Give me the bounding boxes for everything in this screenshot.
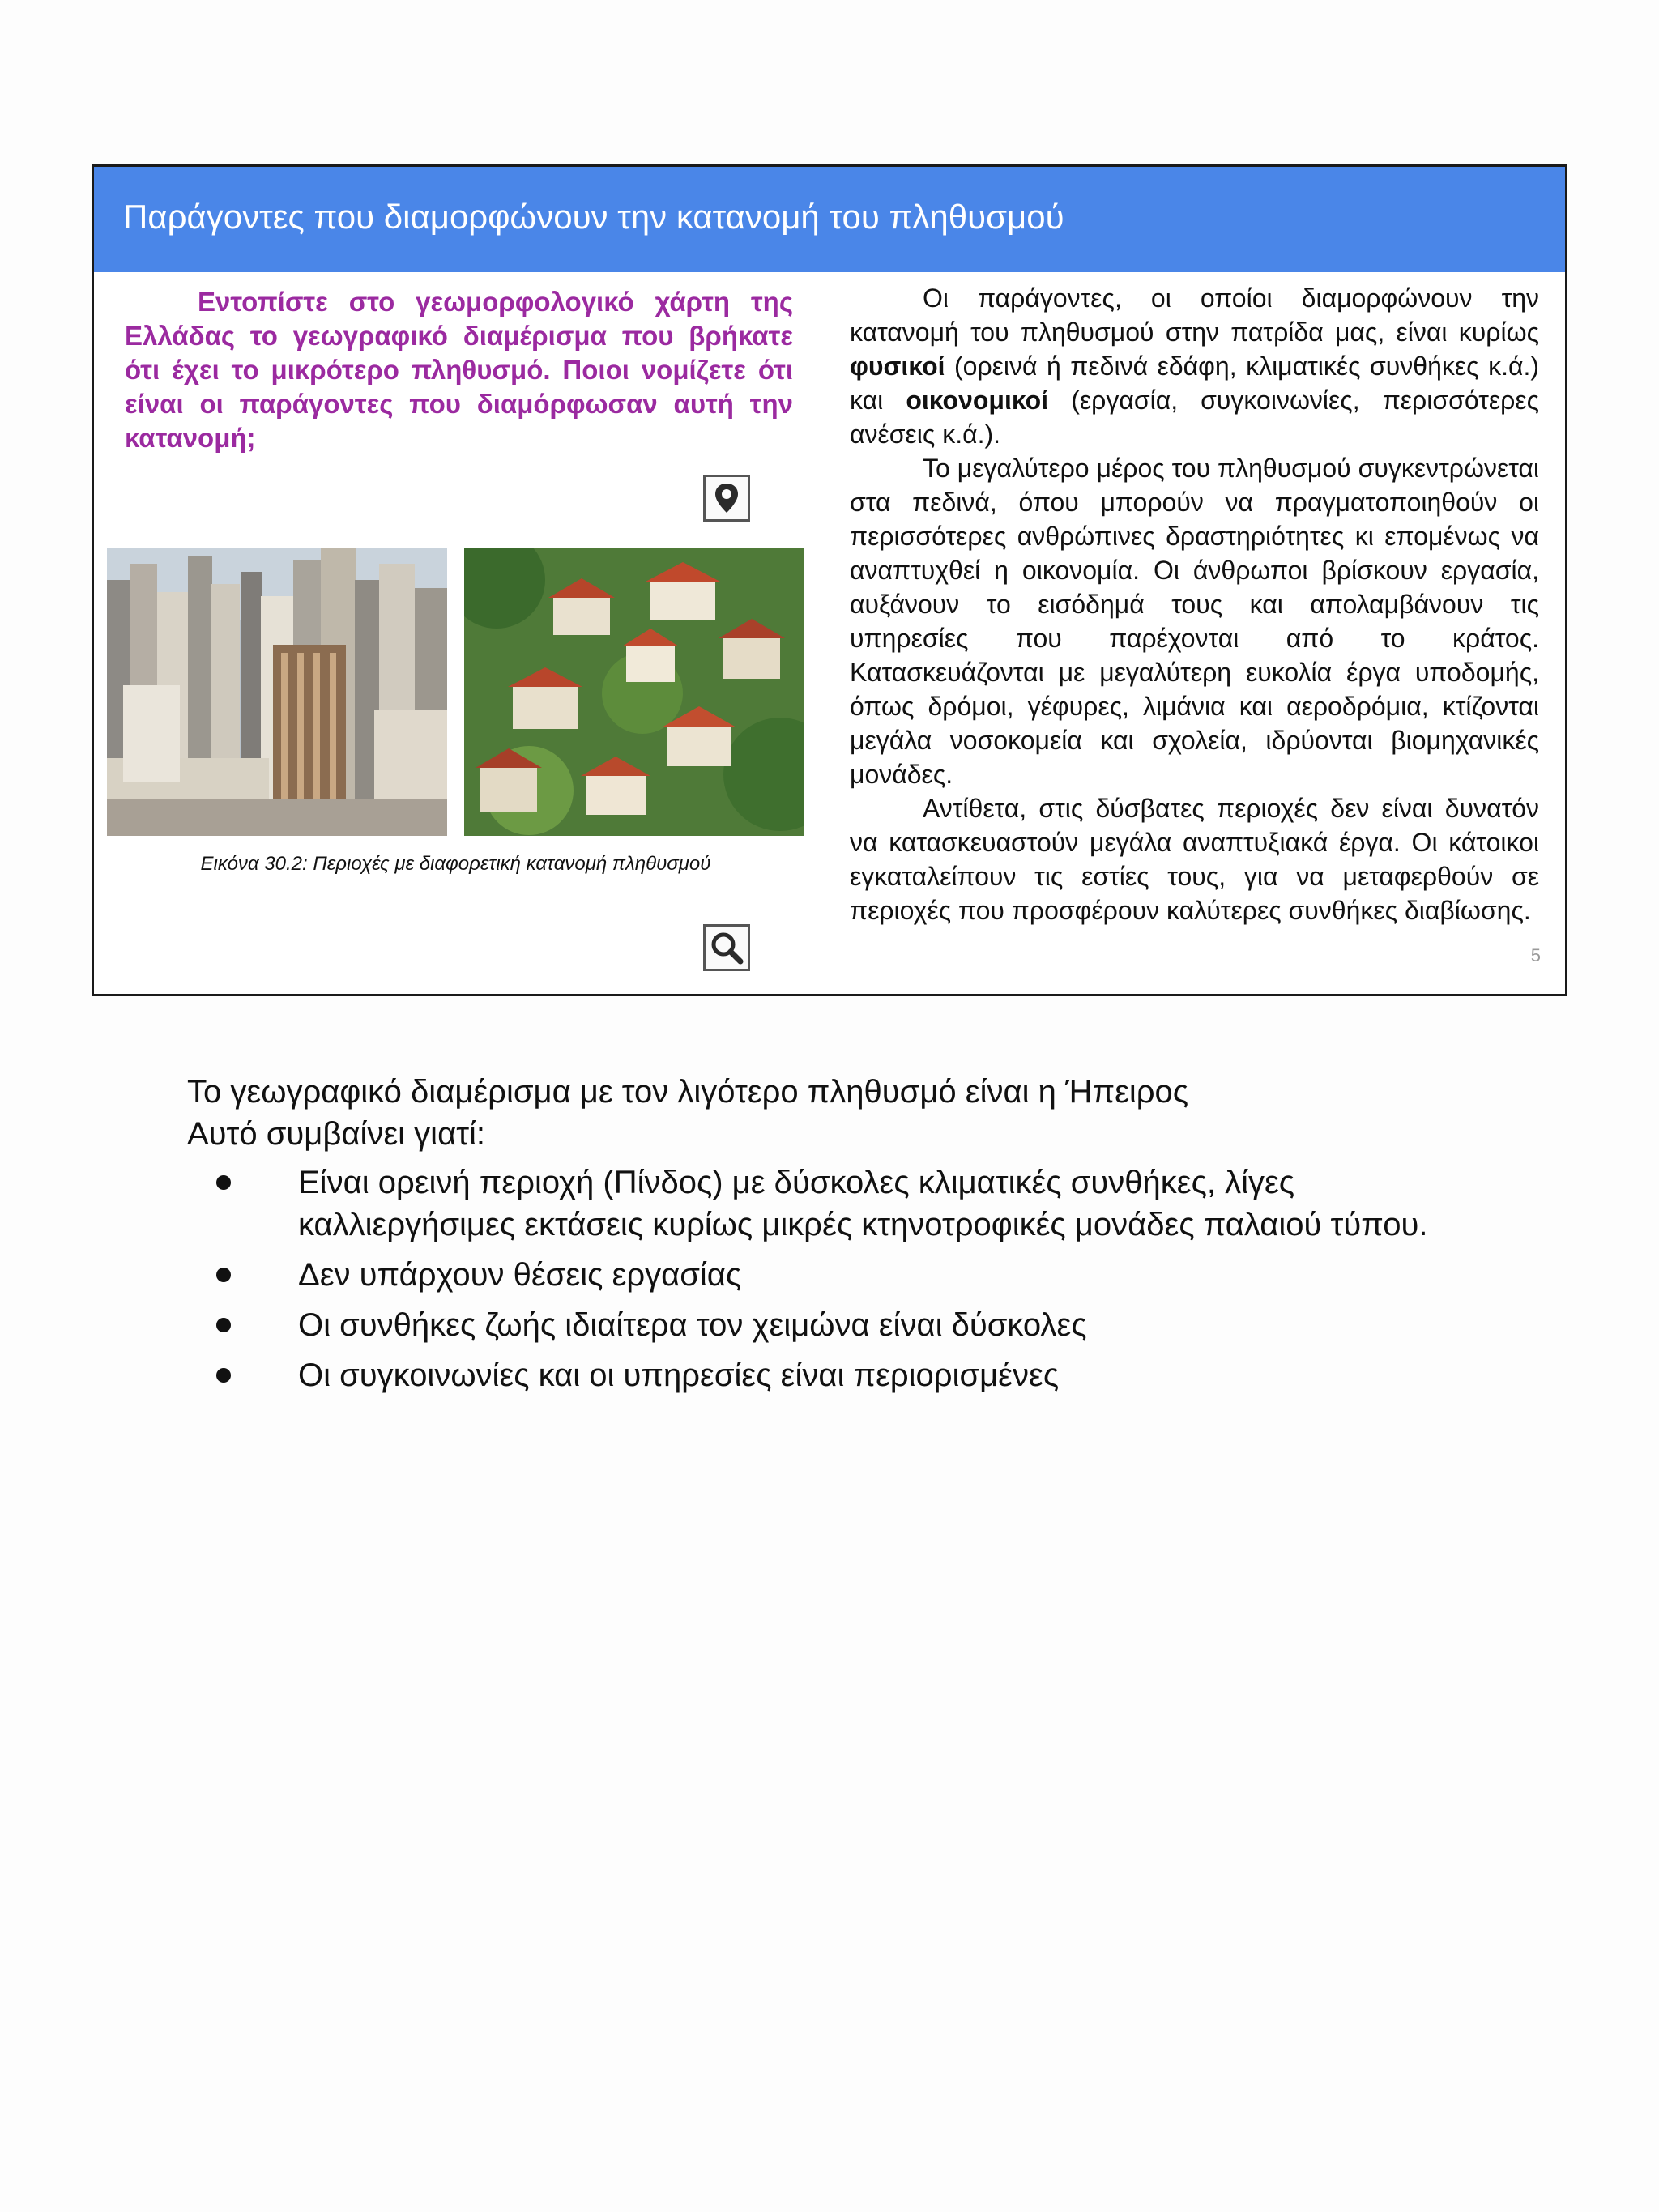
map-pin-button[interactable]: [703, 475, 750, 522]
bold-economic: οικονομικοί: [906, 386, 1049, 415]
explanation-text: [850, 281, 1539, 927]
search-button[interactable]: [703, 924, 750, 971]
slide-title: Παράγοντες που διαμορφώνουν την κατανομή του πληθυσμού: [123, 198, 1064, 236]
paragraph-remote: Αντίθετα, στις δύσβατες περιοχές δεν είναι δυνατόν να κατασκευαστούν μεγάλα αναπτυξιακά έργα. Οι κάτοικοι εγκαταλείπουν τις εστίες τους, για να μεταφερθούν σε περιοχές που προσφέρουν καλύτερες συνθήκες διαβίωσης.: [850, 794, 1539, 925]
bullet-icon: [216, 1175, 231, 1190]
answer-line-1: Το γεωγραφικό διαμέρισμα με τον λιγότερο πληθυσμό είναι η Ήπειρος: [187, 1074, 1189, 1110]
slide-embed: [92, 164, 1567, 996]
list-item: Είναι ορεινή περιοχή (Πίνδος) με δύσκολες κλιματικές συνθήκες, λίγες καλλιεργήσιμες εκτάσεις κυρίως μικρές κτηνοτροφικές μονάδες παλαιού τύπου.: [187, 1161, 1451, 1246]
slide-header: [94, 167, 1565, 272]
village-painting: [464, 548, 804, 836]
bold-physical: φυσικοί: [850, 352, 945, 381]
paragraph-plains: Το μεγαλύτερο μέρος του πληθυσμού συγκεντρώνεται στα πεδινά, όπου μπορούν να πραγματοποιηθούν οι περισσότερες ανθρώπινες δραστηριότητες κι επομένως να αναπτυχθεί η οικονομία. Οι άνθρωποι βρίσκουν εργασία, αυξάνουν το εισόδημά τους και απολαμβάνουν τις υπηρεσίες που παρέχονται από το κράτος. Κατασκευάζονται με μεγαλύτερη ευκολία έργα υποδομής, όπως δρόμοι, γέφυρες, λιμάνια και αεροδρόμια, κτίζονται μεγάλα νοσοκομεία και σχολεία, ιδρύονται βιομηχανικές μονάδες.: [850, 454, 1539, 789]
image-caption: Εικόνα 30.2: Περιοχές με διαφορετική κατανομή πληθυσμού: [200, 853, 711, 875]
magnifier-icon: [706, 927, 748, 969]
bullet-icon: [216, 1318, 231, 1332]
city-photo: [107, 548, 447, 836]
bullet-icon: [216, 1268, 231, 1282]
list-item: Δεν υπάρχουν θέσεις εργασίας: [187, 1254, 1451, 1296]
reasons-list: [187, 1161, 1451, 1396]
question-text: Εντοπίστε στο γεωμορφολογικό χάρτη της Ελλάδας το γεωγραφικό διαμέρισμα που βρήκατε ότι έχει το μικρότερο πληθυσμό. Ποιοι νομίζετε ότι είναι οι παράγοντες που διαμόρφωσαν αυτή την κατανομή;: [125, 287, 793, 453]
answer-section: [187, 1071, 1451, 1404]
slide-number: 5: [1530, 945, 1541, 965]
paragraph-factors: Οι παράγοντες, οι οποίοι διαμορφώνουν την κατανομή του πληθυσμού στην πατρίδα μας, είναι κυρίως φυσικοί (ορεινά ή πεδινά εδάφη, κλιματικές συνθήκες κ.ά.) και οικονομικοί (εργασία, συγκοινωνίες, περισσότερες ανέσεις κ.ά.).: [850, 283, 1539, 449]
list-item: Οι συγκοινωνίες και οι υπηρεσίες είναι περιορισμένες: [187, 1354, 1451, 1396]
bullet-icon: [216, 1368, 231, 1383]
map-pin-icon: [706, 477, 748, 519]
answer-line-2: Αυτό συμβαίνει γιατί:: [187, 1116, 485, 1152]
list-item: Οι συνθήκες ζωής ιδιαίτερα τον χειμώνα είναι δύσκολες: [187, 1304, 1451, 1346]
